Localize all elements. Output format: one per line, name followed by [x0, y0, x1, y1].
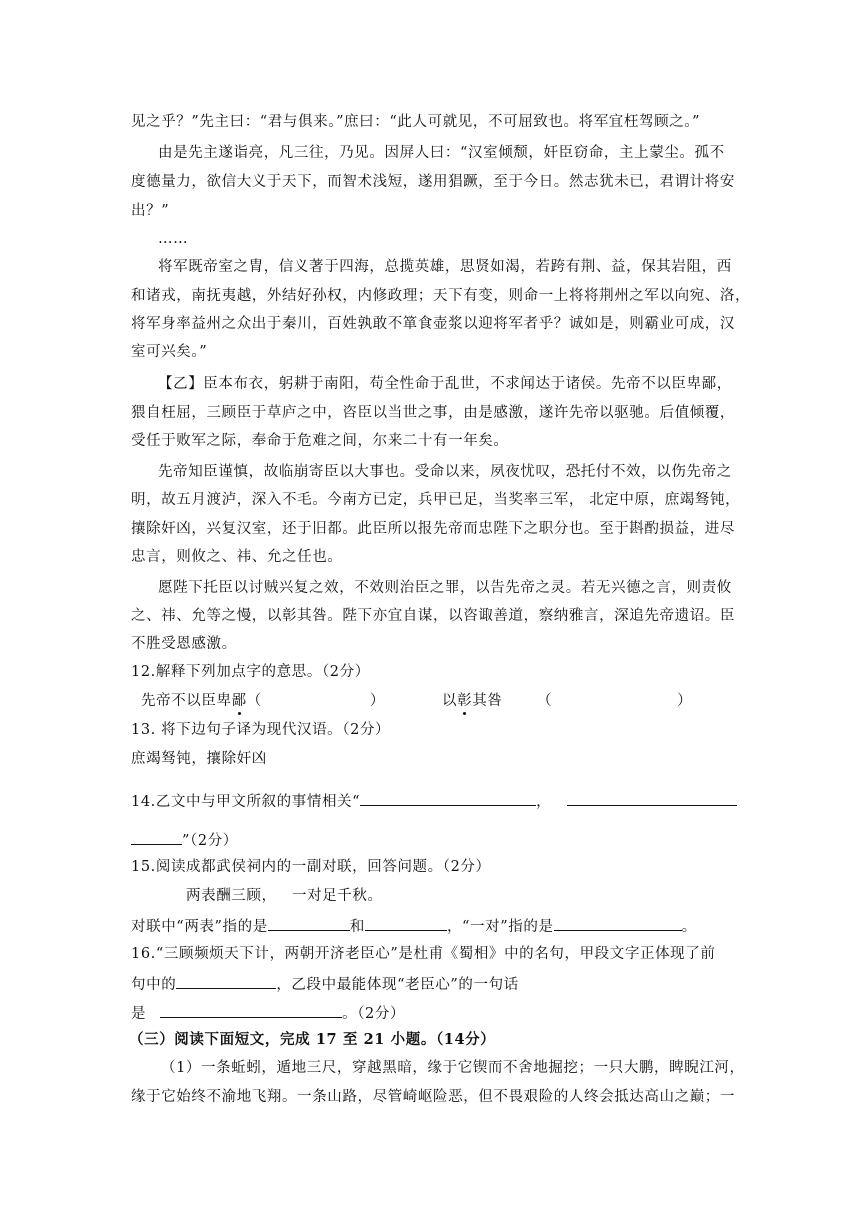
- q14-prompt: 14.乙文中与甲文所叙的事情相关“: [131, 794, 361, 810]
- q12-item-a: [141, 691, 385, 711]
- q15-prompt-b: ，“一对”指的是: [446, 919, 554, 935]
- question-13: 13. 将下边句子译为现代汉语。（2分）: [131, 722, 391, 738]
- passage-jia-line: 室可兴矣。”: [131, 344, 208, 360]
- couplet-first: 两表酬三顾，: [186, 888, 277, 904]
- q12-open-paren: （: [537, 693, 553, 709]
- passage-jia-ellipsis: ……: [158, 231, 189, 247]
- q15-period: 。: [681, 919, 697, 935]
- q12-dotted-char-b: 彰: [457, 693, 473, 709]
- section-3-line: 缘于它始终不渝地飞翔。一条山路，尽管崎岖险恶，但不畏艰险的人终会抵达高山之巅；一: [131, 1089, 735, 1105]
- q15-blank-2[interactable]: [365, 915, 447, 931]
- q12-item-b-text: 其咎: [472, 693, 503, 709]
- q14-answer-blank-1[interactable]: [360, 790, 536, 806]
- q12-dotted-char-a: 鄙: [231, 693, 247, 709]
- passage-yi-line: 忠言，则攸之、祎、允之任也。: [131, 549, 343, 565]
- question-12: 12.解释下列加点字的意思。（2分）: [131, 664, 370, 680]
- question-14-cont: [131, 829, 238, 851]
- q12-item-b: [442, 691, 502, 711]
- q16-prompt-cont: ，乙段中最能体现“老臣心”的一句话: [276, 977, 519, 993]
- passage-yi-line: 攘除奸凶，兴复汉室，还于旧都。此臣所以报先帝而忠陛下之职分也。至于斟酌损益，进尽: [131, 521, 735, 537]
- passage-jia-line: 和诸戎，南抚夷越，外结好孙权，内修政理；天下有变，则命一上将将荆州之军以向宛、洛，: [131, 288, 751, 304]
- passage-yi-line: 不胜受恩感激。: [131, 636, 237, 652]
- q15-answer-line: [131, 915, 697, 937]
- question-14: [131, 790, 737, 812]
- passage-yi-line: 愿陛下托臣以讨贼兴复之效，不效则治臣之罪，以告先帝之灵。若无兴德之言，则责攸: [158, 580, 732, 596]
- passage-yi-line: 受任于败军之际，奉命于危难之间，尔来二十有一年矣。: [131, 433, 509, 449]
- question-16-line2: [131, 973, 519, 995]
- question-16: 16.“三顾频烦天下计，两朝开济老臣心”是杜甫《蜀相》中的名句，甲段文字正体现了前: [131, 946, 716, 962]
- q15-blank-3[interactable]: [554, 915, 682, 931]
- passage-yi-line: 猥自枉屈，三顾臣于草庐之中，咨臣以当世之事，由是感激，遂许先帝以驱驰。后值倾覆，: [131, 405, 735, 421]
- couplet-second: 一对足千秋。: [292, 888, 383, 904]
- q12-item-b-paren: [537, 691, 692, 711]
- q14-answer-blank-2[interactable]: [567, 790, 737, 806]
- question-16-line3: [131, 1002, 405, 1024]
- q16-prompt-is: 是: [131, 1006, 147, 1022]
- q12-close-paren: ）: [369, 693, 385, 709]
- q14-answer-blank-3[interactable]: [131, 829, 182, 845]
- q16-blank-2[interactable]: [160, 1002, 342, 1018]
- passage-jia-line: 见之乎？”先主曰：“君与俱来。”庶曰：“此人可就见，不可屈致也。将军宜枉驾顾之。”: [131, 114, 701, 130]
- section-3-line: （1）一条蚯蚓，遁地三尺，穿越黑暗，缘于它锲而不舍地掘挖；一只大鹏，睥睨江河，: [161, 1060, 745, 1076]
- passage-jia-line: 出？”: [131, 203, 170, 219]
- q16-points: 。（2分）: [342, 1006, 406, 1022]
- passage-yi-line: 先帝知臣谨慎，故临崩寄臣以大事也。受命以来，夙夜忧叹，恐托付不效，以伤先帝之: [158, 464, 732, 480]
- q12-open-paren: （: [246, 693, 262, 709]
- q14-comma: ，: [536, 794, 552, 810]
- q14-points: ”（2分）: [182, 833, 238, 849]
- passage-jia-line: 将军身率益州之众出于秦川，百姓孰敢不箪食壶浆以迎将军者乎？诚如是，则霸业可成，汉: [131, 316, 735, 332]
- passage-jia-line: 度德量力，欲信大义于天下，而智术浅短，遂用猖蹶，至于今日。然志犹未已，君谓计将安: [131, 174, 735, 190]
- passage-yi-line: 【乙】臣本布衣，躬耕于南阳，苟全性命于乱世，不求闻达于诸侯。先帝不以臣卑鄙，: [158, 376, 732, 392]
- passage-jia-line: 由是先主遂诣亮，凡三往，乃见。因屏人曰：“汉室倾颓，奸臣窃命，主上蒙尘。孤不: [158, 145, 725, 161]
- q12-item-b-text: 以: [442, 693, 458, 709]
- question-15: 15.阅读成都武侯祠内的一副对联，回答问题。（2分）: [131, 859, 491, 875]
- q13-sentence: 庶竭驽钝，攘除奸凶: [131, 751, 267, 767]
- q12-close-paren: ）: [677, 693, 693, 709]
- q15-prompt-a: 对联中“两表”指的是: [131, 919, 268, 935]
- q15-blank-1[interactable]: [268, 915, 350, 931]
- passage-yi-line: 之、祎、允等之慢，以彰其咎。陛下亦宜自谋，以咨诹善道，察纳雅言，深追先帝遗诏。臣: [131, 608, 735, 624]
- q16-blank-1[interactable]: [176, 973, 276, 989]
- q16-prompt: 句中的: [131, 977, 177, 993]
- section-3-heading: （三）阅读下面短文，完成 17 至 21 小题。（14分）: [129, 1031, 496, 1048]
- q12-item-a-text: 先帝不以臣卑: [141, 693, 232, 709]
- passage-jia-line: 将军既帝室之胄，信义著于四海，总揽英雄，思贤如渴，若跨有荆、益，保其岩阻，西: [158, 259, 732, 275]
- passage-yi-line: 明，故五月渡泸，深入不毛。今南方已定，兵甲已足，当奖率三军， 北定中原，庶竭驽钝，: [131, 492, 741, 508]
- q15-and: 和: [349, 919, 365, 935]
